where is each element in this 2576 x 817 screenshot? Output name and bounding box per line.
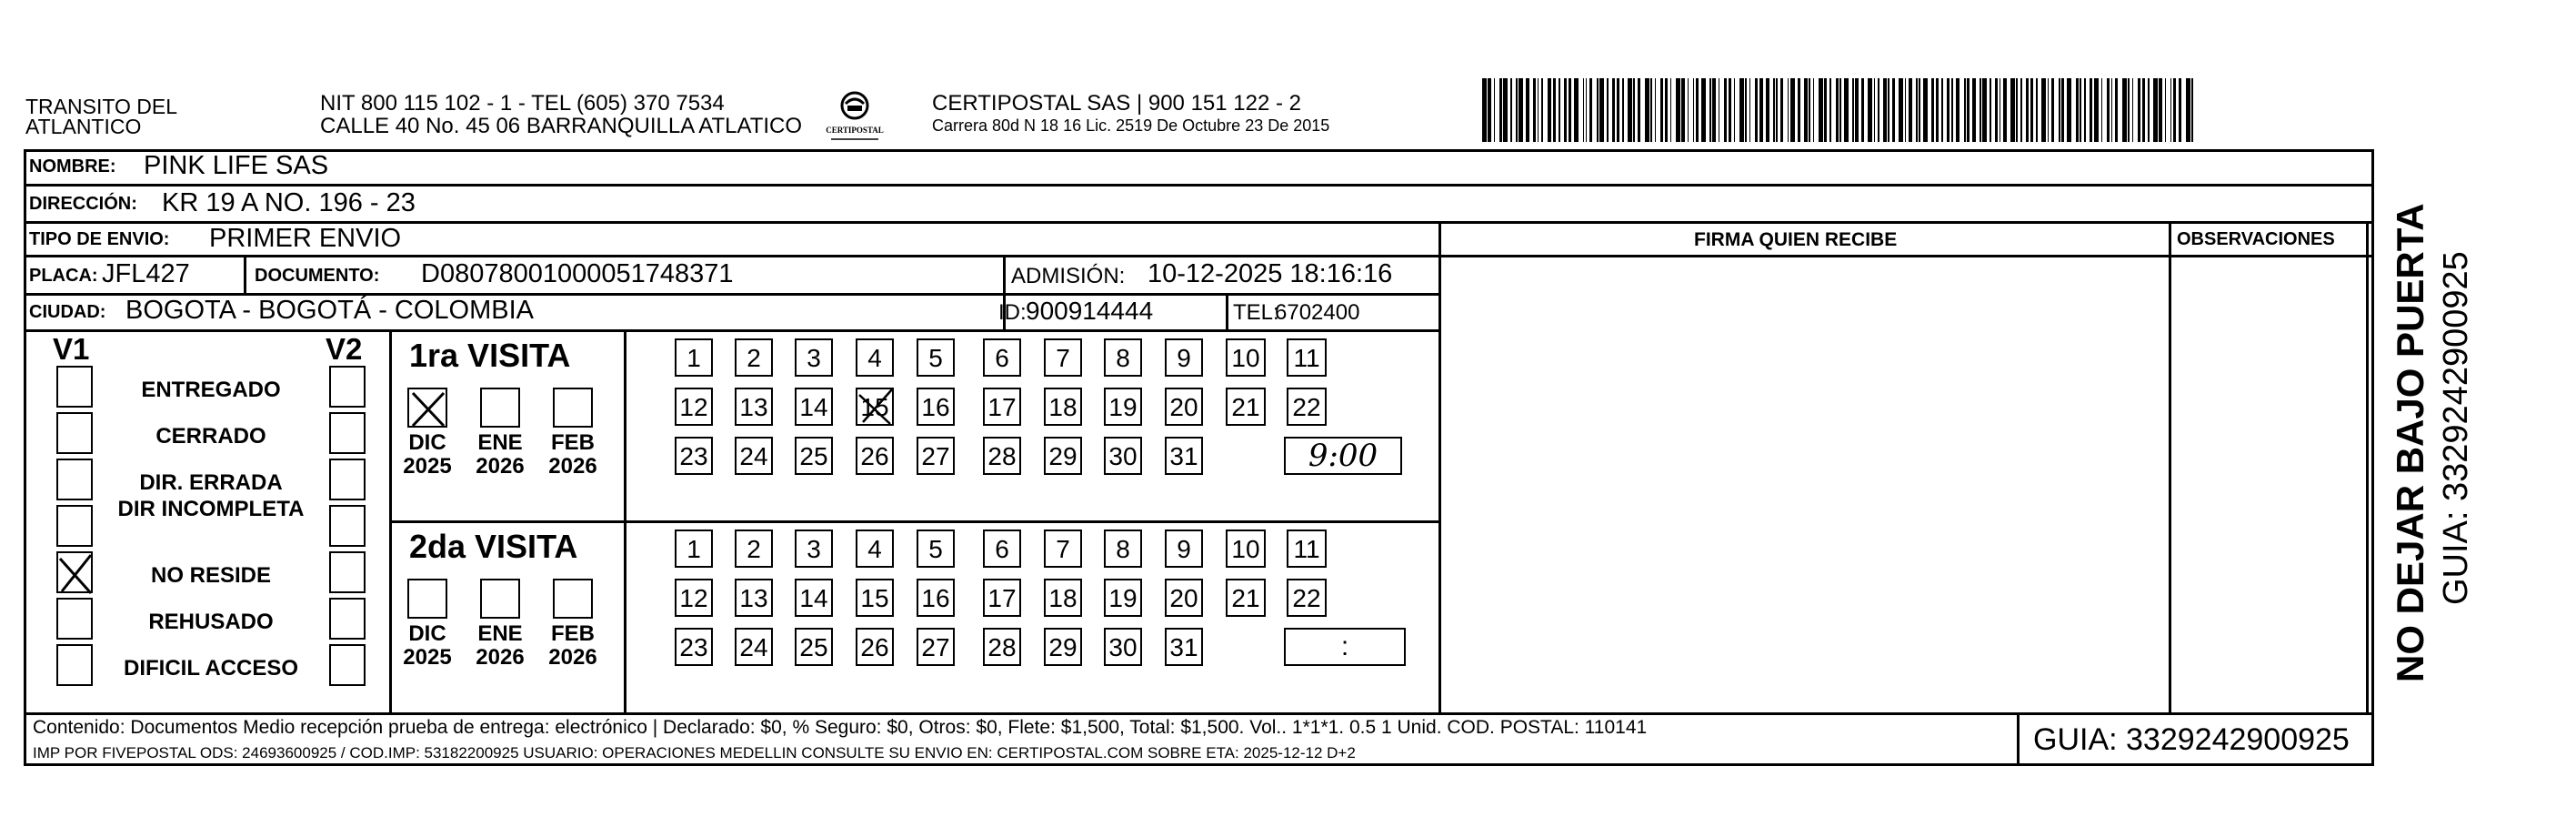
first-visit-time-box[interactable]: 9:00 (1284, 437, 1402, 475)
no-dejar-bajo-puerta: NO DEJAR BAJO PUERTA (2389, 203, 2431, 682)
second-visit-month-checkbox[interactable] (407, 579, 447, 619)
status-v1-checkbox[interactable] (56, 412, 93, 454)
status-label: REHUSADO (148, 610, 274, 634)
status-v1-checkbox[interactable] (56, 459, 93, 500)
status-v1-checkbox[interactable] (56, 505, 93, 547)
id-value: 900914444 (1026, 297, 1154, 325)
ciudad-label: CIUDAD: (29, 302, 106, 322)
status-label: CERRADO (155, 424, 266, 449)
row-divider (1438, 255, 2374, 257)
direccion-label: DIRECCIÓN: (29, 194, 137, 214)
company-name-line2: ATLANTICO (25, 115, 142, 138)
footer-guia: GUIA: 3329242900925 (2033, 722, 2350, 757)
first-visit-month-checkbox[interactable] (553, 388, 593, 428)
first-visit-day-box[interactable]: 13 (735, 388, 773, 426)
company-name-line1: TRANSITO DEL (25, 95, 177, 118)
first-visit-day-box[interactable]: 31 (1165, 437, 1203, 475)
second-visit-day-box[interactable]: 24 (735, 628, 773, 666)
x-mark-icon (58, 553, 95, 595)
first-visit-day-box[interactable]: 22 (1287, 388, 1327, 426)
first-visit-month-label: ENE (477, 430, 523, 455)
documento-label: DOCUMENTO: (255, 266, 380, 286)
first-visit-year-label: 2025 (403, 454, 452, 479)
first-visit-title: 1ra VISITA (409, 337, 571, 374)
row-divider (389, 520, 1438, 523)
placa-label: PLACA: (29, 266, 98, 286)
firma-label: FIRMA QUIEN RECIBE (1694, 229, 1898, 250)
second-visit-year-label: 2026 (476, 645, 525, 670)
first-visit-day-box[interactable]: 9 (1165, 338, 1203, 377)
column-divider (2366, 223, 2369, 712)
first-visit-day-box[interactable]: 20 (1165, 388, 1203, 426)
first-visit-day-box[interactable]: 26 (856, 437, 894, 475)
status-label: DIR INCOMPLETA (117, 497, 305, 521)
status-v2-checkbox[interactable] (329, 598, 366, 640)
first-visit-day-box[interactable]: 15 (856, 388, 894, 426)
first-visit-month-label: FEB (551, 430, 595, 455)
nombre-label: NOMBRE: (29, 156, 116, 177)
first-visit-day-box[interactable]: 3 (795, 338, 833, 377)
first-visit-month-checkbox[interactable] (407, 388, 447, 428)
second-visit-day-box[interactable]: 3 (795, 530, 833, 568)
second-visit-day-box[interactable]: 29 (1044, 628, 1082, 666)
second-visit-day-box[interactable]: 4 (856, 530, 894, 568)
second-visit-day-box[interactable]: 9 (1165, 530, 1203, 568)
status-label: DIFICIL ACCESO (123, 656, 298, 681)
logo-text: CERTIPOSTAL (826, 126, 884, 135)
status-v2-checkbox[interactable] (329, 412, 366, 454)
footer-contenido: Contenido: Documentos Medio recepción prueba de entrega: electrónico | Declarado: $0, % Seguro: $0, Otros: $0, Flete: $1,500, Total: $1,500. Vol.. 1*1*1. 0.5 1 Unid. COD. POSTAL: 110141 (33, 717, 1648, 738)
first-visit-day-box[interactable]: 27 (917, 437, 955, 475)
row-divider (24, 184, 2374, 187)
barcode (1482, 78, 2196, 142)
documento-value: D08078001000051748371 (421, 259, 734, 288)
nit-line: NIT 800 115 102 - 1 - TEL (605) 370 7534 (320, 91, 725, 116)
status-v2-checkbox[interactable] (329, 551, 366, 593)
first-visit-day-box[interactable]: 11 (1287, 338, 1327, 377)
second-visit-day-box[interactable]: 30 (1104, 628, 1142, 666)
status-v1-checkbox[interactable] (56, 598, 93, 640)
first-visit-day-box[interactable]: 14 (795, 388, 833, 426)
cell-divider (1226, 295, 1228, 329)
first-visit-day-box[interactable]: 1 (675, 338, 713, 377)
footer-divider (24, 712, 2374, 715)
first-visit-day-box[interactable]: 4 (856, 338, 894, 377)
first-visit-day-box[interactable]: 6 (983, 338, 1021, 377)
status-v1-checkbox[interactable] (56, 366, 93, 408)
second-visit-day-box[interactable]: 21 (1226, 579, 1266, 617)
first-visit-day-box[interactable]: 30 (1104, 437, 1142, 475)
second-visit-month-label: FEB (551, 621, 595, 646)
first-visit-day-box[interactable]: 12 (675, 388, 713, 426)
second-visit-time-box[interactable]: : (1284, 628, 1406, 666)
first-visit-day-box[interactable]: 17 (983, 388, 1021, 426)
second-visit-day-box[interactable]: 25 (795, 628, 833, 666)
second-visit-day-box[interactable]: 11 (1287, 530, 1327, 568)
first-visit-day-box[interactable]: 8 (1104, 338, 1142, 377)
second-visit-day-box[interactable]: 31 (1165, 628, 1203, 666)
second-visit-day-box[interactable]: 1 (675, 530, 713, 568)
second-visit-day-box[interactable]: 7 (1044, 530, 1082, 568)
second-visit-day-box[interactable]: 19 (1104, 579, 1142, 617)
status-v2-checkbox[interactable] (329, 459, 366, 500)
first-visit-day-box[interactable]: 23 (675, 437, 713, 475)
status-v1-checkbox[interactable] (56, 551, 93, 593)
tel-value: 6702400 (1275, 300, 1360, 325)
first-visit-year-label: 2026 (548, 454, 597, 479)
footer-divider (2017, 712, 2020, 766)
first-visit-day-box[interactable]: 10 (1226, 338, 1266, 377)
second-visit-day-box[interactable]: 16 (917, 579, 955, 617)
cell-divider (244, 257, 246, 293)
side-guia: GUIA: 3329242900925 (2437, 251, 2475, 605)
second-visit-year-label: 2026 (548, 645, 597, 670)
id-label: ID: (998, 300, 1027, 325)
first-visit-day-box[interactable]: 28 (983, 437, 1021, 475)
first-visit-day-box[interactable]: 7 (1044, 338, 1082, 377)
ciudad-value: BOGOTA - BOGOTÁ - COLOMBIA (125, 296, 535, 325)
first-visit-day-box[interactable]: 21 (1226, 388, 1266, 426)
tel-label: TEL: (1233, 300, 1279, 325)
status-label: NO RESIDE (150, 563, 272, 588)
second-visit-day-box[interactable]: 13 (735, 579, 773, 617)
admision-label: ADMISIÓN: (1011, 264, 1126, 288)
second-visit-day-box[interactable]: 28 (983, 628, 1021, 666)
first-visit-month-checkbox[interactable] (480, 388, 520, 428)
first-visit-day-box[interactable]: 5 (917, 338, 955, 377)
second-visit-day-box[interactable]: 17 (983, 579, 1021, 617)
first-visit-day-box[interactable]: 16 (917, 388, 955, 426)
column-divider (1438, 223, 1441, 712)
tipo-envio-value: PRIMER ENVIO (209, 224, 402, 253)
address-line: CALLE 40 No. 45 06 BARRANQUILLA ATLATICO (320, 114, 803, 138)
status-v2-checkbox[interactable] (329, 644, 366, 686)
column-divider (2169, 223, 2171, 712)
status-v2-checkbox[interactable] (329, 505, 366, 547)
row-divider (24, 329, 1438, 332)
second-visit-day-box[interactable]: 6 (983, 530, 1021, 568)
certipostal-line2: Carrera 80d N 18 16 Lic. 2519 De Octubre 23 De 2015 (932, 116, 1330, 135)
second-visit-month-label: ENE (477, 621, 523, 646)
second-visit-day-box[interactable]: 5 (917, 530, 955, 568)
second-visit-day-box[interactable]: 8 (1104, 530, 1142, 568)
tipo-envio-label: TIPO DE ENVIO: (29, 229, 170, 249)
v2-label: V2 (326, 332, 363, 366)
placa-value: JFL427 (102, 259, 190, 288)
first-visit-day-box[interactable]: 18 (1044, 388, 1082, 426)
second-visit-month-checkbox[interactable] (553, 579, 593, 619)
v1-label: V1 (53, 332, 90, 366)
x-mark-icon (409, 389, 449, 429)
second-visit-day-box[interactable]: 20 (1165, 579, 1203, 617)
second-visit-day-box[interactable]: 15 (856, 579, 894, 617)
second-visit-day-box[interactable]: 14 (795, 579, 833, 617)
row-divider (24, 255, 1438, 257)
status-v1-checkbox[interactable] (56, 644, 93, 686)
footer-imp: IMP POR FIVEPOSTAL ODS: 24693600925 / COD.IMP: 53182200925 USUARIO: OPERACIONES MEDELLIN CONSULTE SU ENVIO EN: CERTIPOSTAL.COM SOBRE ETA: 2025-12-12 D+2 (33, 744, 1356, 762)
first-visit-day-box[interactable]: 2 (735, 338, 773, 377)
certipostal-logo (817, 89, 893, 144)
second-visit-day-box[interactable]: 12 (675, 579, 713, 617)
second-visit-day-box[interactable]: 10 (1226, 530, 1266, 568)
status-label: ENTREGADO (141, 378, 281, 402)
second-visit-month-label: DIC (408, 621, 446, 646)
second-visit-year-label: 2025 (403, 645, 452, 670)
second-visit-day-box[interactable]: 27 (917, 628, 955, 666)
first-visit-year-label: 2026 (476, 454, 525, 479)
status-label: DIR. ERRADA (139, 470, 283, 495)
second-visit-title: 2da VISITA (409, 528, 578, 565)
first-visit-day-box[interactable]: 19 (1104, 388, 1142, 426)
second-visit-day-box[interactable]: 23 (675, 628, 713, 666)
status-v2-checkbox[interactable] (329, 366, 366, 408)
first-visit-day-box[interactable]: 25 (795, 437, 833, 475)
second-visit-day-box[interactable]: 26 (856, 628, 894, 666)
nombre-value: PINK LIFE SAS (144, 151, 329, 180)
certipostal-line1: CERTIPOSTAL SAS | 900 151 122 - 2 (932, 91, 1301, 116)
second-visit-day-box[interactable]: 2 (735, 530, 773, 568)
second-visit-day-box[interactable]: 22 (1287, 579, 1327, 617)
first-visit-day-box[interactable]: 29 (1044, 437, 1082, 475)
first-visit-month-label: DIC (408, 430, 446, 455)
first-visit-day-box[interactable]: 24 (735, 437, 773, 475)
second-visit-day-box[interactable]: 18 (1044, 579, 1082, 617)
second-visit-month-checkbox[interactable] (480, 579, 520, 619)
direccion-value: KR 19 A NO. 196 - 23 (162, 188, 416, 217)
admision-value: 10-12-2025 18:16:16 (1148, 259, 1393, 288)
observaciones-label: OBSERVACIONES (2177, 229, 2335, 249)
